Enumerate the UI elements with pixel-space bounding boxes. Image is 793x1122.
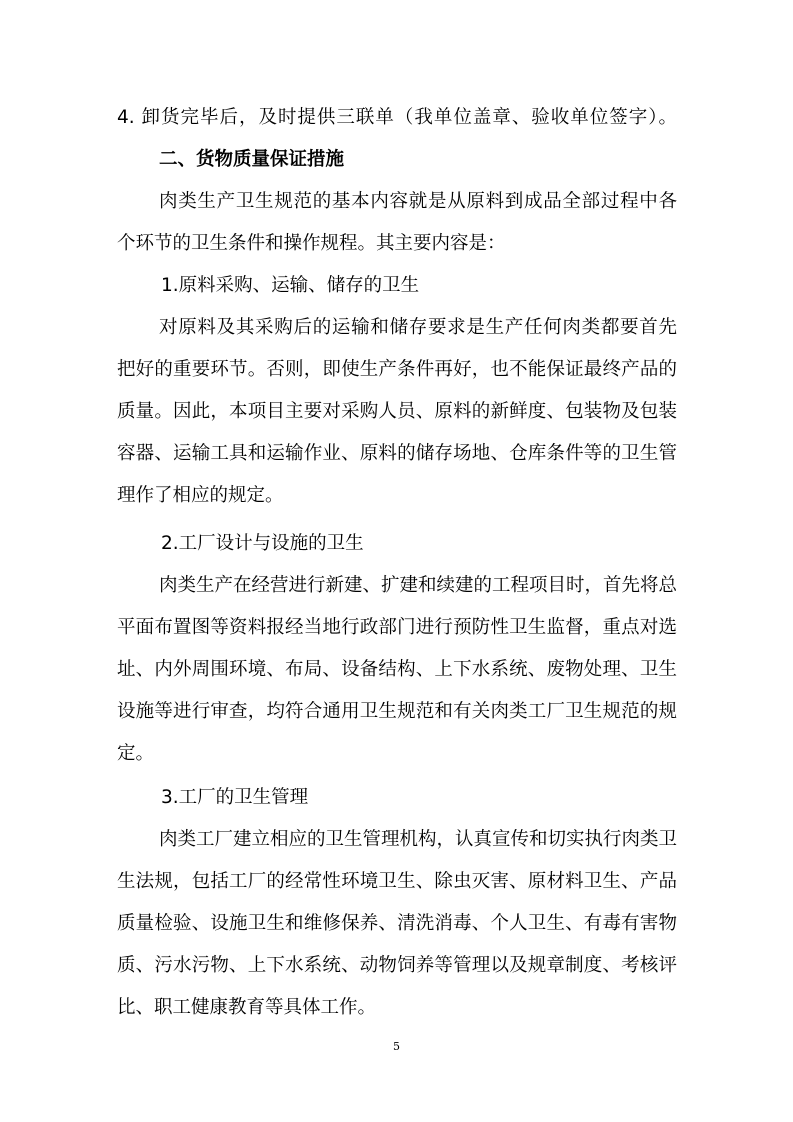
text-line: 把好的重要环节。否则，即使生产条件再好，也不能保证最终产品的 [117, 359, 677, 380]
text-line: 址、内外周围环境、布局、设备结构、上下水系统、废物处理、卫生 [117, 659, 677, 680]
subsection-heading: 3.工厂的卫生管理 [161, 787, 309, 808]
subsection-heading: 2.工厂设计与设施的卫生 [161, 533, 364, 554]
text-line: 质量检验、设施卫生和维修保养、清洗消毒、个人卫生、有毒有害物 [117, 913, 677, 934]
text-line: 容器、运输工具和运输作业、原料的储存场地、仓库条件等的卫生管 [117, 443, 677, 464]
subsection-heading: 1.原料采购、运输、储存的卫生 [161, 275, 420, 296]
text-line: 生法规，包括工厂的经常性环境卫生、除虫灭害、原材料卫生、产品 [117, 871, 677, 892]
text-line: 定。 [117, 743, 155, 764]
text-line: 对原料及其采购后的运输和储存要求是生产任何肉类都要首先 [159, 317, 677, 338]
section-heading: 二、货物质量保证措施 [159, 149, 345, 170]
text-line: 肉类工厂建立相应的卫生管理机构，认真宣传和切实执行肉类卫 [159, 829, 678, 850]
text-line: 比、职工健康教育等具体工作。 [117, 997, 377, 1018]
text-line: 平面布置图等资料报经当地行政部门进行预防性卫生监督，重点对选 [117, 617, 677, 638]
text-line: 肉类生产在经营进行新建、扩建和续建的工程项目时，首先将总 [159, 575, 678, 596]
text-line: 个环节的卫生条件和操作规程。其主要内容是： [117, 233, 506, 254]
text-line-item-4: 4. 卸货完毕后，及时提供三联单（我单位盖章、验收单位签字）。 [117, 107, 677, 128]
text-line: 肉类生产卫生规范的基本内容就是从原料到成品全部过程中各 [159, 191, 677, 212]
text-line: 理作了相应的规定。 [117, 485, 284, 506]
text-line: 设施等进行审查，均符合通用卫生规范和有关肉类工厂卫生规范的规 [117, 701, 677, 722]
page-number: 5 [393, 1040, 400, 1053]
text-line: 质、污水污物、上下水系统、动物饲养等管理以及规章制度、考核评 [117, 955, 677, 976]
text-line: 质量。因此，本项目主要对采购人员、原料的新鲜度、包装物及包装 [117, 401, 677, 422]
